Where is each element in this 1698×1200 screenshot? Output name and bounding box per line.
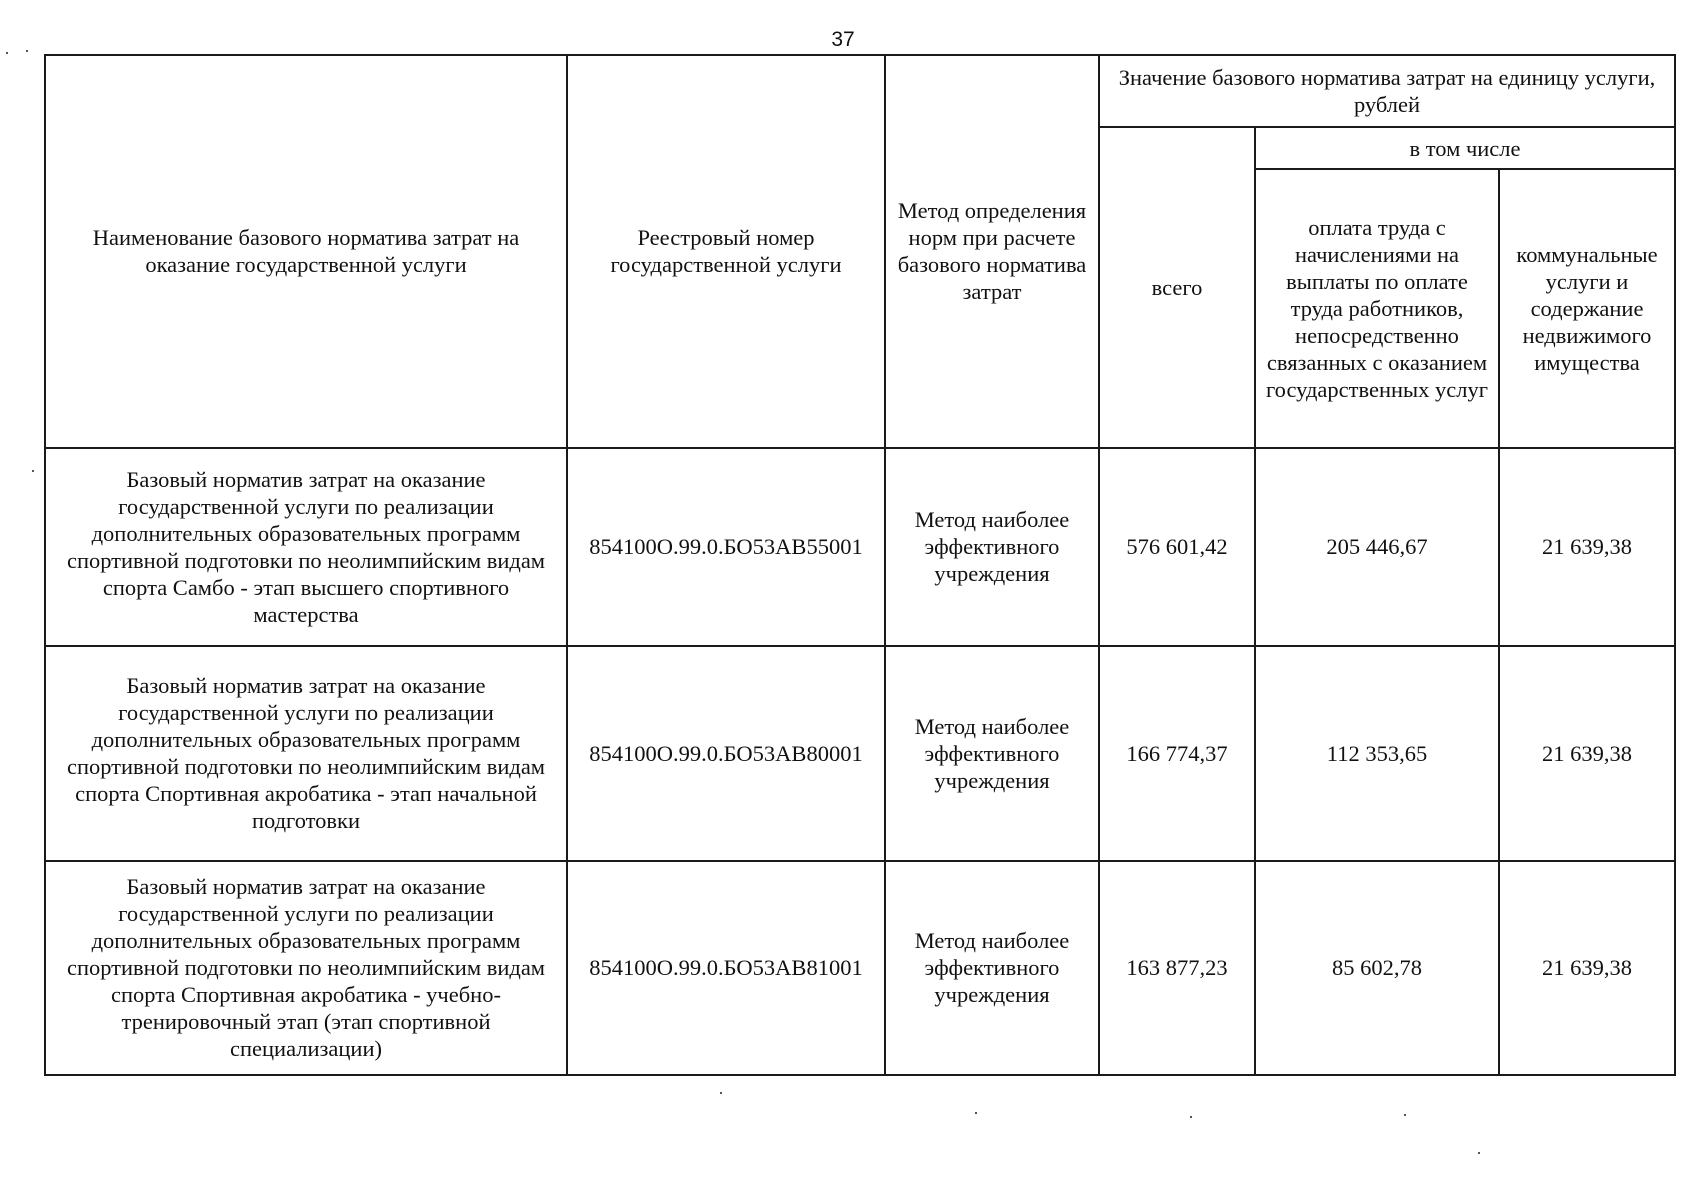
scan-speck <box>975 1112 977 1114</box>
header-total: всего <box>1099 127 1255 448</box>
scan-speck <box>26 50 28 52</box>
table-row <box>45 646 1675 860</box>
labor-cell: 112 353,65 <box>1255 646 1499 860</box>
norm-name-cell: Базовый норматив затрат на оказание государственной услуги по реализации дополнительных образовательных программ спортивной подготовки по неолимпийским видам спорта Спортивная акробатика - учебно-тренировочный этап (этап спортивной специализации) <box>45 861 567 1075</box>
scan-speck <box>1190 1116 1192 1118</box>
header-registry-number: Реестровый номер государственной услуги <box>567 55 885 448</box>
header-name: Наименование базового норматива затрат на оказание государственной услуги <box>45 55 567 448</box>
header-utilities-costs: коммунальные услуги и содержание недвижимого имущества <box>1499 169 1675 448</box>
scan-speck <box>720 1092 722 1094</box>
scan-speck <box>1404 1114 1406 1116</box>
total-cell: 166 774,37 <box>1099 646 1255 860</box>
cost-norms-table <box>44 54 1676 1076</box>
norm-name-cell: Базовый норматив затрат на оказание государственной услуги по реализации дополнительных образовательных программ спортивной подготовки по неолимпийским видам спорта Спортивная акробатика - этап начальной подготовки <box>45 646 567 860</box>
utilities-cell: 21 639,38 <box>1499 646 1675 860</box>
method-cell: Метод наиболее эффективного учреждения <box>885 448 1099 646</box>
labor-cell: 205 446,67 <box>1255 448 1499 646</box>
method-cell: Метод наиболее эффективного учреждения <box>885 646 1099 860</box>
header-labor-costs: оплата труда с начислениями на выплаты по оплате труда работников, непосредственно связанных с оказанием государственных услуг <box>1255 169 1499 448</box>
scan-speck <box>32 470 34 472</box>
method-cell: Метод наиболее эффективного учреждения <box>885 861 1099 1075</box>
header-value-group: Значение базового норматива затрат на единицу услуги, рублей <box>1099 55 1675 127</box>
utilities-cell: 21 639,38 <box>1499 861 1675 1075</box>
registry-number-cell: 854100О.99.0.БО53АВ55001 <box>567 448 885 646</box>
header-including: в том числе <box>1255 127 1675 169</box>
page-number: 37 <box>831 28 855 51</box>
scan-speck <box>6 52 8 54</box>
table-row <box>45 861 1675 1075</box>
total-cell: 576 601,42 <box>1099 448 1255 646</box>
scan-speck <box>1478 1152 1480 1154</box>
header-row <box>45 55 1675 127</box>
header-method: Метод определения норм при расчете базового норматива затрат <box>885 55 1099 448</box>
registry-number-cell: 854100О.99.0.БО53АВ81001 <box>567 861 885 1075</box>
labor-cell: 85 602,78 <box>1255 861 1499 1075</box>
registry-number-cell: 854100О.99.0.БО53АВ80001 <box>567 646 885 860</box>
utilities-cell: 21 639,38 <box>1499 448 1675 646</box>
norm-name-cell: Базовый норматив затрат на оказание государственной услуги по реализации дополнительных образовательных программ спортивной подготовки по неолимпийским видам спорта Самбо - этап высшего спортивного мастерства <box>45 448 567 646</box>
table-row <box>45 448 1675 646</box>
total-cell: 163 877,23 <box>1099 861 1255 1075</box>
